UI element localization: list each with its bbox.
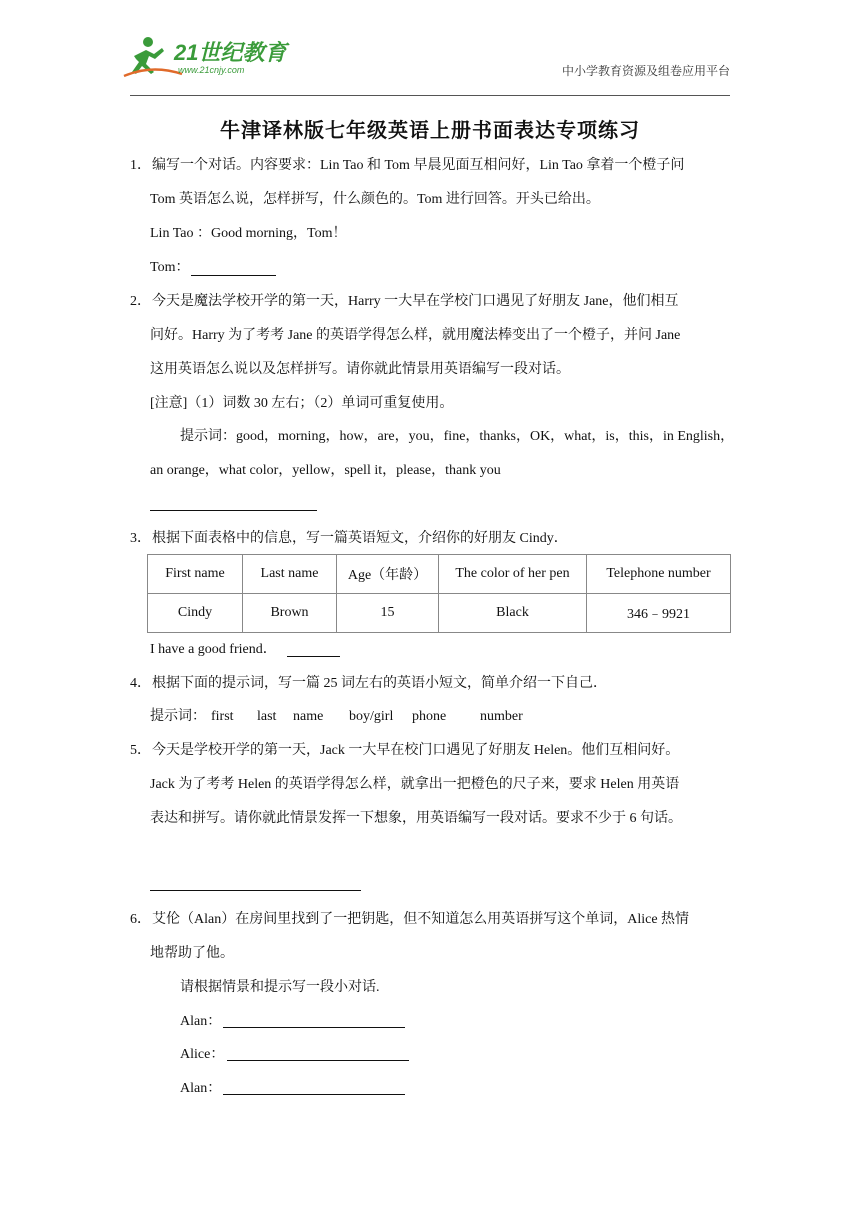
dialog-label: Alice： <box>180 1047 225 1062</box>
dialog-line: Lin Tao ：Good morning，Tom！ <box>150 226 347 241</box>
question-number: 2． <box>130 294 151 309</box>
table-cell: 15 <box>337 594 439 633</box>
instruction-text: 请根据情景和提示写一段小对话. <box>180 980 380 995</box>
header-platform-text: 中小学教育资源及组卷应用平台 <box>561 64 730 78</box>
table-cell: 346﹣9921 <box>587 594 731 633</box>
question-number: 5． <box>130 743 151 758</box>
question-text: 艾伦（Alan）在房间里找到了一把钥匙，但不知道怎么用英语拼写这个单词，Alice 热情 <box>152 912 690 927</box>
hint-label: 提示词： <box>150 709 206 724</box>
question-text: 这用英语怎么说以及怎样拼写。请你就此情景用英语编写一段对话。 <box>150 362 570 377</box>
table-header-cell: The color of her pen <box>439 555 587 594</box>
answer-blank[interactable] <box>223 1027 405 1028</box>
hint-word: phone <box>412 709 447 724</box>
question-text: 今天是学校开学的第一天，Jack 一大早在校门口遇见了好朋友 Helen。他们互相问好。 <box>152 743 680 758</box>
info-table <box>147 554 731 633</box>
answer-blank[interactable] <box>191 275 276 276</box>
question-text: 根据下面的提示词，写一篇 25 词左右的英语小短文，简单介绍一下自己． <box>152 676 607 691</box>
table-header-row <box>148 555 731 594</box>
hint-text: an orange，what color，yellow，spell it，please，thank you <box>150 463 501 478</box>
table-header-cell: First name <box>148 555 243 594</box>
question-text: 根据下面表格中的信息，写一篇英语短文，介绍你的好朋友 Cindy． <box>152 531 568 546</box>
question-number: 4． <box>130 676 151 691</box>
table-row <box>148 594 731 633</box>
question-text: Jack 为了考考 Helen 的英语学得怎么样，就拿出一把橙色的尺子来，要求 Helen 用英语 <box>150 777 680 792</box>
question-text: 问好。Harry 为了考考 Jane 的英语学得怎么样，就用魔法棒变出了一个橙子，并问 Jane <box>150 328 681 343</box>
dialog-label: Alan： <box>180 1014 222 1029</box>
question-number: 6． <box>130 912 151 927</box>
dialog-label: Tom： <box>150 260 190 275</box>
question-number: 3． <box>130 531 151 546</box>
hint-text: 提示词：good，morning，how，are，you，fine，thanks，OK，what，is，this，in English， <box>180 429 735 444</box>
answer-blank[interactable] <box>150 890 361 891</box>
table-header-cell: Telephone number <box>587 555 731 594</box>
document-title: 牛津译林版七年级英语上册书面表达专项练习 <box>220 120 640 142</box>
dialog-label: Alan： <box>180 1081 222 1096</box>
hint-word: first <box>211 709 234 724</box>
hint-word: name <box>293 709 324 724</box>
table-cell: Brown <box>243 594 337 633</box>
answer-start-text: I have a good friend． <box>150 642 277 657</box>
logo-url-text: www.21cnjy.com <box>178 65 245 75</box>
question-number: 1． <box>130 158 151 173</box>
hint-word: last <box>257 709 277 724</box>
hint-word: number <box>480 709 523 724</box>
header-divider <box>130 95 730 96</box>
question-text: 地帮助了他。 <box>150 946 234 961</box>
question-text: Tom 英语怎么说，怎样拼写，什么颜色的。Tom 进行回答。开头已给出。 <box>150 192 600 207</box>
site-logo <box>122 34 292 78</box>
logo-text: 21世纪教育 <box>174 40 287 65</box>
question-text: 编写一个对话。内容要求：Lin Tao 和 Tom 早晨见面互相问好，Lin Tao 拿着一个橙子问 <box>152 158 685 173</box>
answer-blank[interactable] <box>150 510 317 511</box>
question-text: 表达和拼写。请你就此情景发挥一下想象，用英语编写一段对话。要求不少于 6 句话。 <box>150 811 682 826</box>
table-cell: Cindy <box>148 594 243 633</box>
table-header-cell: Age（年龄） <box>337 555 439 594</box>
note-text: [注意]（1）词数 30 左右；（2）单词可重复使用。 <box>150 396 454 411</box>
question-text: 今天是魔法学校开学的第一天，Harry 一大早在学校门口遇见了好朋友 Jane，他们相互 <box>152 294 679 309</box>
answer-blank[interactable] <box>287 656 340 657</box>
table-cell: Black <box>439 594 587 633</box>
table-header-cell: Last name <box>243 555 337 594</box>
answer-blank[interactable] <box>227 1060 409 1061</box>
answer-blank[interactable] <box>223 1094 405 1095</box>
hint-word: boy/girl <box>349 709 394 724</box>
